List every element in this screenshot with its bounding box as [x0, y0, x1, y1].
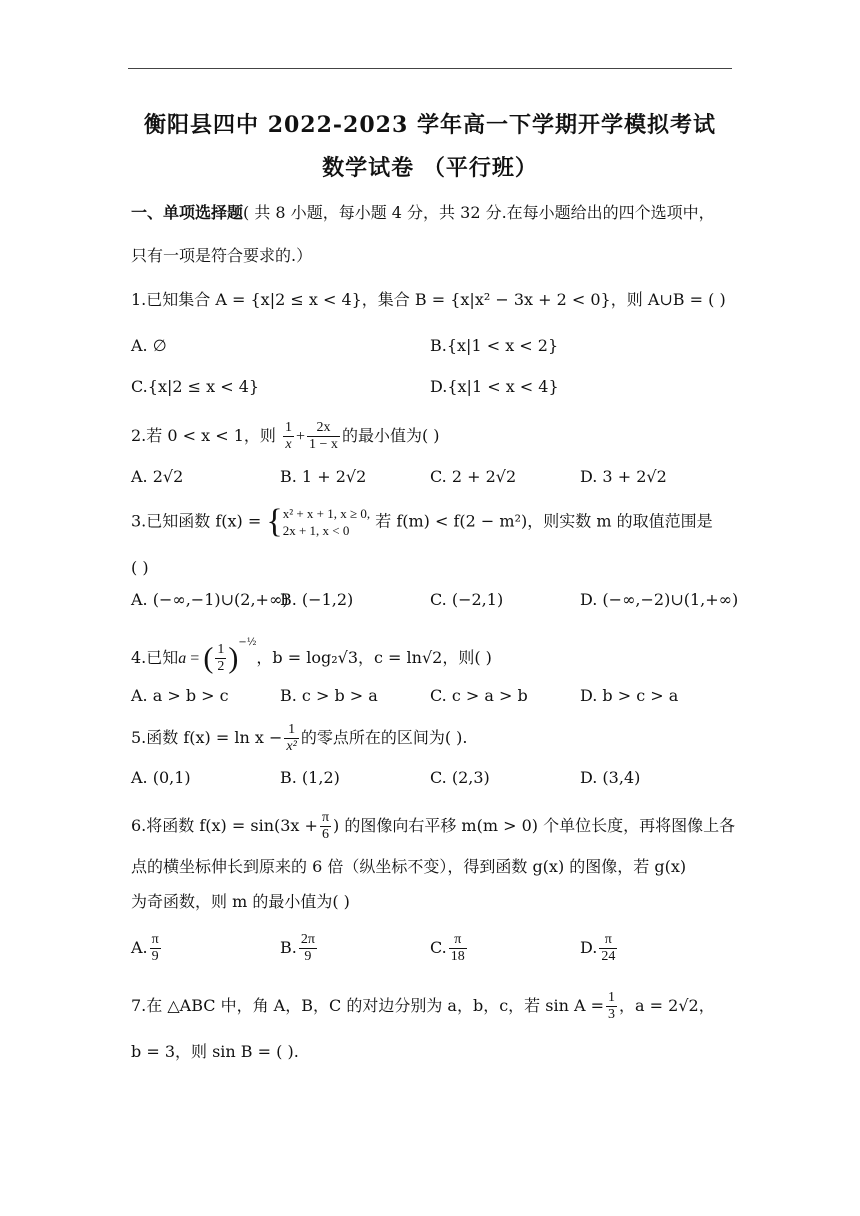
q5-option-a: A. (0,1) [131, 768, 191, 787]
q4-suffix: ，b = log₂√3，c = ln√2，则( ) [256, 648, 492, 667]
question-1-stem: 1.已知集合 A = {x|2 ≤ x < 4}，集合 B = {x|x² − 3x + 2 < 0}，则 A∪B = ( ) [131, 290, 726, 309]
q3-option-a: A. (−∞,−1)∪(2,+∞) [131, 590, 289, 609]
q6-option-c: C. $\frac{\pi}{18}$ [430, 932, 465, 964]
q5-prefix: 5.函数 f(x) = ln x − [131, 728, 283, 747]
q3-suffix: 若 f(m) < f(2 − m²)，则实数 m 的取值范围是 [375, 511, 713, 531]
q3-option-d: D. (−∞,−2)∪(1,+∞) [580, 590, 739, 609]
q5-option-b: B. (1,2) [280, 768, 340, 787]
q5-suffix: 的零点所在的区间为( ). [300, 728, 468, 747]
q3-brace: { [266, 503, 283, 540]
question-4-stem: 4.已知a = ( $\frac{1}{2}$ )$^{-\frac{1}{2}}$，b = log₂√3，c = ln√2，则( ) [131, 637, 492, 675]
q7-stem-line2: b = 3，则 sin B = ( ). [131, 1042, 299, 1061]
q6-prefix: 6.将函数 f(x) = sin(3x + [131, 816, 318, 835]
q6-stem-line3: 为奇函数，则 m 的最小值为( ) [131, 892, 350, 911]
section-heading [131, 203, 715, 223]
q7-fraction: $\frac{1}{3}$ [608, 990, 616, 1022]
question-7-stem [131, 990, 715, 1023]
q3-option-c: C. (−2,1) [430, 590, 504, 609]
q2-suffix: 的最小值为( ) [341, 426, 440, 445]
section-desc-1: ( 共 8 小题，每小题 4 分，共 32 分.在每小题给出的四个选项中， [243, 203, 715, 222]
q2-option-b: B. 1 + 2√2 [280, 467, 367, 486]
question-5-stem [131, 722, 467, 755]
q3-piecewise: x² + x + 1, x ≥ 0, 2x + 1, x < 0 [282, 506, 371, 538]
q2-option-a: A. 2√2 [131, 467, 184, 486]
q7-prefix: 7.在 △ABC 中，角 A，B，C 的对边分别为 a，b，c，若 sin A = [131, 996, 605, 1015]
q5-fraction: $\frac{1}{\text{x²}}$ [286, 722, 297, 754]
q5-option-c: C. (2,3) [430, 768, 490, 787]
q4-option-b: B. c > b > a [280, 686, 378, 705]
q3-stem-line2: ( ) [131, 558, 149, 577]
question-6-stem [131, 810, 735, 843]
q6-option-a: A. $\frac{\pi}{9}$ [131, 932, 159, 964]
section-label: 一、单项选择题 [131, 203, 244, 222]
q3-option-b: B. (−1,2) [280, 590, 354, 609]
q4-option-d: D. b > c > a [580, 686, 679, 705]
q1-option-a: A. ∅ [131, 336, 167, 355]
q2-option-c: C. 2 + 2√2 [430, 467, 517, 486]
q1-option-b: B.{x|1 < x < 2} [430, 336, 559, 355]
q2-fraction-a: $\frac{1}{x}$ [285, 420, 292, 452]
q2-prefix: 2.若 0 < x < 1，则 [131, 426, 276, 445]
q4-prefix: 4.已知 [131, 648, 179, 667]
question-3-stem [131, 505, 713, 539]
q4-option-c: C. c > a > b [430, 686, 528, 705]
q6-option-d: D. $\frac{\pi}{24}$ [580, 932, 616, 964]
section-desc-2: 只有一项是符合要求的.） [131, 246, 313, 265]
header-rule [128, 68, 732, 69]
q6-stem-line2: 点的横坐标伸长到原来的 6 倍（纵坐标不变），得到函数 g(x) 的图像，若 g(x) [131, 857, 687, 876]
q4-exponent: −½ [238, 637, 257, 648]
q6-option-b: B. $\frac{2\pi}{9}$ [280, 932, 315, 964]
q6-suffix: ) 的图像向右平移 m(m > 0) 个单位长度，再将图像上各 [333, 816, 736, 835]
q2-option-d: D. 3 + 2√2 [580, 467, 667, 486]
page-title: 衡阳县四中 2022-2023 学年高一下学期开学模拟考试 [144, 112, 716, 138]
q1-option-d: D.{x|1 < x < 4} [430, 377, 559, 396]
page-subtitle: 数学试卷 （平行班） [322, 155, 538, 181]
q2-fraction-b: $\frac{2x}{1 - x}$ [309, 420, 338, 452]
q4-fraction: $\frac{1}{2}$ [217, 642, 225, 674]
question-2-stem: 2.若 0 < x < 1，则 $\frac{1}{x}$ + $\frac{2x}{1 - x}$ 的最小值为( ) [131, 420, 440, 452]
q4-option-a: A. a > b > c [131, 686, 229, 705]
q7-suffix: ，a = 2√2， [619, 996, 715, 1015]
q1-option-c: C.{x|2 ≤ x < 4} [131, 377, 260, 396]
q5-option-d: D. (3,4) [580, 768, 641, 787]
q3-prefix: 3.已知函数 f(x) = [131, 511, 262, 531]
q6-fraction: $\frac{\pi}{6}$ [321, 810, 330, 842]
